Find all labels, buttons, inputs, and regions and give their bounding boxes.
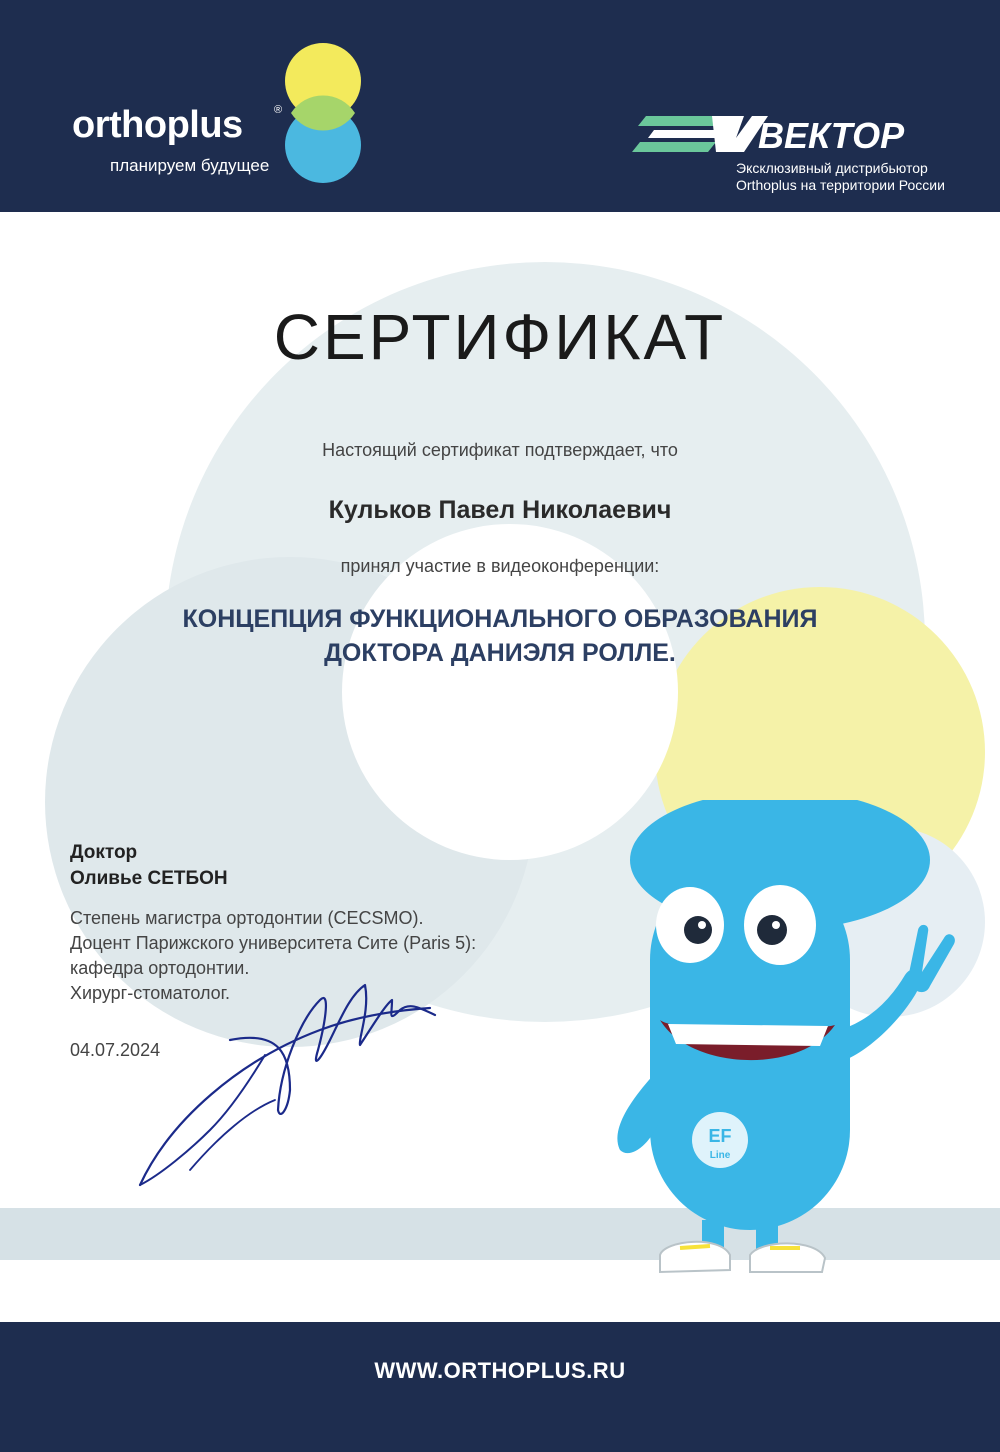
issue-date: 04.07.2024	[70, 1040, 161, 1060]
website-link[interactable]: WWW.ORTHOPLUS.RU	[374, 1358, 626, 1383]
distributor-line-2: Orthoplus на территории России	[736, 177, 945, 193]
course-title-line-2: ДОКТОРА ДАНИЭЛЯ РОЛЛЕ.	[324, 639, 676, 667]
credential-line: Хирург-стоматолог.	[70, 983, 231, 1003]
course-title	[0, 602, 1000, 670]
ef-line-mascot	[570, 800, 990, 1280]
participation-text: принял участие в видеоконференции:	[340, 556, 660, 576]
brand-logo-text: orthoplus	[72, 104, 243, 146]
brand-tagline: планируем будущее	[110, 156, 270, 175]
credential-line: Степень магистра ортодонтии (CECSMO).	[70, 908, 424, 928]
credential-line: кафедра ортодонтии.	[70, 958, 250, 978]
mascot-right-arm	[840, 970, 919, 1060]
mascot-peace-hand	[908, 925, 955, 992]
mascot-teeth	[668, 1024, 828, 1046]
certificate-title: СЕРТИФИКАТ	[273, 301, 727, 373]
confirm-text: Настоящий сертификат подтверждает, что	[322, 440, 678, 460]
orthoplus-circles-logo	[282, 38, 364, 188]
recipient-name: Кульков Павел Николаевич	[328, 496, 672, 524]
footer-band	[0, 1322, 1000, 1452]
lecturer-name: Оливье СЕТБОН	[70, 868, 228, 889]
vektor-logo	[632, 108, 972, 158]
course-title-line-1: КОНЦЕПЦИЯ ФУНКЦИОНАЛЬНОГО ОБРАЗОВАНИЯ	[182, 605, 818, 633]
lecturer-title: Доктор	[70, 842, 138, 863]
handwritten-signature	[130, 960, 460, 1200]
badge-line-text: Line	[709, 1150, 731, 1161]
distributor-line-1: Эксклюзивный дистрибьютор	[736, 160, 928, 176]
vektor-logo-text: ВЕКТОР	[758, 115, 905, 156]
badge-ef-text: EF	[708, 1126, 732, 1146]
credential-line: Доцент Парижского университета Сите (Paris 5):	[70, 933, 477, 953]
registered-mark: ®	[274, 104, 283, 116]
